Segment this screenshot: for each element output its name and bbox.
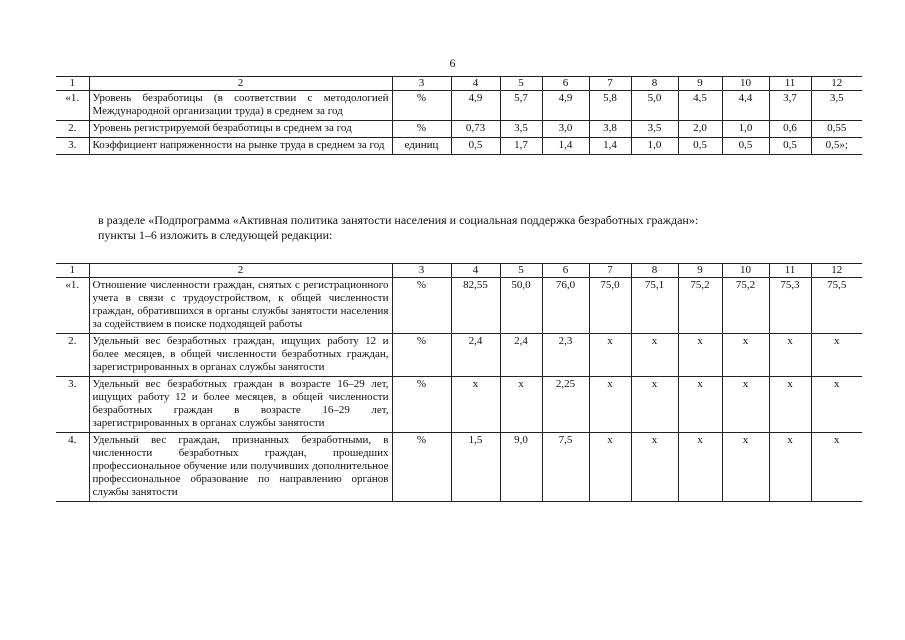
- header-cell: 5: [500, 264, 542, 278]
- header-row: [56, 77, 862, 91]
- value-cell: x: [631, 334, 678, 377]
- indicator-name: Коэффициент напряженности на рынке труда в среднем за год: [89, 138, 392, 155]
- row-number: «1.: [56, 91, 89, 121]
- row-number: 4.: [56, 433, 89, 502]
- table-1-body: [56, 77, 862, 155]
- value-cell: 5,0: [631, 91, 678, 121]
- value-cell: x: [678, 334, 722, 377]
- unit-cell: %: [392, 377, 451, 433]
- header-cell: 6: [542, 264, 589, 278]
- value-cell: 7,5: [542, 433, 589, 502]
- value-cell: 2,25: [542, 377, 589, 433]
- row-number: 3.: [56, 138, 89, 155]
- value-cell: 76,0: [542, 278, 589, 334]
- value-cell: x: [631, 377, 678, 433]
- table-row: [56, 138, 862, 155]
- value-cell: 3,5: [811, 91, 862, 121]
- unit-cell: %: [392, 91, 451, 121]
- header-cell: 2: [89, 264, 392, 278]
- value-cell: 3,8: [589, 121, 631, 138]
- header-cell: 9: [678, 77, 722, 91]
- table-row: [56, 377, 862, 433]
- header-cell: 7: [589, 264, 631, 278]
- header-cell: 6: [542, 77, 589, 91]
- value-cell: x: [811, 334, 862, 377]
- header-cell: 5: [500, 77, 542, 91]
- value-cell: 5,7: [500, 91, 542, 121]
- value-cell: 50,0: [500, 278, 542, 334]
- value-cell: 4,9: [542, 91, 589, 121]
- header-cell: 11: [769, 77, 811, 91]
- value-cell: x: [589, 334, 631, 377]
- value-cell: x: [722, 377, 769, 433]
- section-paragraph: [98, 213, 698, 243]
- value-cell: x: [722, 433, 769, 502]
- value-cell: x: [722, 334, 769, 377]
- value-cell: x: [811, 433, 862, 502]
- indicator-name: Удельный вес граждан, признанных безработными, в численности безработных граждан, прошедших профессиональное обучение или получивших дополнительное профессиональное образование по направлению органов службы занятости: [89, 433, 392, 502]
- unit-cell: %: [392, 433, 451, 502]
- page-number: 6: [449, 56, 456, 70]
- row-number: «1.: [56, 278, 89, 334]
- table-2-body: [56, 264, 862, 502]
- value-cell: x: [631, 433, 678, 502]
- header-cell: 1: [56, 77, 89, 91]
- header-cell: 3: [392, 264, 451, 278]
- value-cell: 0,5»;: [811, 138, 862, 155]
- header-cell: 10: [722, 77, 769, 91]
- unit-cell: %: [392, 278, 451, 334]
- table-row: [56, 121, 862, 138]
- header-cell: 1: [56, 264, 89, 278]
- value-cell: 4,9: [451, 91, 500, 121]
- value-cell: x: [769, 433, 811, 502]
- value-cell: 75,5: [811, 278, 862, 334]
- value-cell: 0,73: [451, 121, 500, 138]
- indicator-name: Удельный вес безработных граждан в возрасте 16–29 лет, ищущих работу 12 и более месяцев, в общей численности безработных граждан в возрасте 16–29 лет, зарегистрированных в органах службы занятости: [89, 377, 392, 433]
- value-cell: 1,7: [500, 138, 542, 155]
- value-cell: 75,1: [631, 278, 678, 334]
- value-cell: 5,8: [589, 91, 631, 121]
- value-cell: 2,4: [500, 334, 542, 377]
- indicator-name: Уровень регистрируемой безработицы в среднем за год: [89, 121, 392, 138]
- value-cell: 1,4: [589, 138, 631, 155]
- table-row: [56, 433, 862, 502]
- table-row: [56, 91, 862, 121]
- value-cell: 1,5: [451, 433, 500, 502]
- header-cell: 8: [631, 264, 678, 278]
- indicators-table-1: [56, 76, 862, 155]
- header-cell: 3: [392, 77, 451, 91]
- header-row: [56, 264, 862, 278]
- indicators-table-2: [56, 263, 862, 502]
- value-cell: 0,5: [678, 138, 722, 155]
- value-cell: x: [769, 377, 811, 433]
- value-cell: x: [678, 377, 722, 433]
- header-cell: 7: [589, 77, 631, 91]
- header-cell: 12: [811, 77, 862, 91]
- unit-cell: единиц: [392, 138, 451, 155]
- value-cell: 1,0: [631, 138, 678, 155]
- value-cell: 4,5: [678, 91, 722, 121]
- value-cell: 2,0: [678, 121, 722, 138]
- value-cell: 75,2: [678, 278, 722, 334]
- value-cell: x: [500, 377, 542, 433]
- value-cell: 3,7: [769, 91, 811, 121]
- value-cell: 82,55: [451, 278, 500, 334]
- value-cell: 75,0: [589, 278, 631, 334]
- header-cell: 10: [722, 264, 769, 278]
- value-cell: 75,2: [722, 278, 769, 334]
- value-cell: 4,4: [722, 91, 769, 121]
- value-cell: x: [589, 377, 631, 433]
- value-cell: 0,55: [811, 121, 862, 138]
- header-cell: 2: [89, 77, 392, 91]
- value-cell: 0,5: [451, 138, 500, 155]
- paragraph-line-1: в разделе «Подпрограмма «Активная политика занятости населения и социальная поддержка безработных граждан»:: [98, 213, 699, 227]
- table-row: [56, 334, 862, 377]
- value-cell: x: [589, 433, 631, 502]
- header-cell: 4: [451, 264, 500, 278]
- unit-cell: %: [392, 121, 451, 138]
- value-cell: 0,6: [769, 121, 811, 138]
- header-cell: 11: [769, 264, 811, 278]
- value-cell: x: [451, 377, 500, 433]
- value-cell: 75,3: [769, 278, 811, 334]
- value-cell: x: [769, 334, 811, 377]
- value-cell: 1,4: [542, 138, 589, 155]
- indicator-name: Удельный вес безработных граждан, ищущих работу 12 и более месяцев, в общей численности безработных граждан, зарегистрированных в органах службы занятости: [89, 334, 392, 377]
- value-cell: x: [811, 377, 862, 433]
- row-number: 2.: [56, 121, 89, 138]
- value-cell: 0,5: [769, 138, 811, 155]
- unit-cell: %: [392, 334, 451, 377]
- value-cell: 3,5: [500, 121, 542, 138]
- value-cell: 9,0: [500, 433, 542, 502]
- header-cell: 12: [811, 264, 862, 278]
- value-cell: 1,0: [722, 121, 769, 138]
- value-cell: x: [678, 433, 722, 502]
- indicator-name: Уровень безработицы (в соответствии с методологией Международной организации труда) в среднем за год: [89, 91, 392, 121]
- value-cell: 0,5: [722, 138, 769, 155]
- value-cell: 2,4: [451, 334, 500, 377]
- row-number: 3.: [56, 377, 89, 433]
- header-cell: 8: [631, 77, 678, 91]
- row-number: 2.: [56, 334, 89, 377]
- indicator-name: Отношение численности граждан, снятых с регистрационного учета в связи с трудоустройством, к общей численности граждан, обратившихся в органы службы занятости населения за содействием в поиске подходящей работы: [89, 278, 392, 334]
- header-cell: 4: [451, 77, 500, 91]
- paragraph-line-2: пункты 1–6 изложить в следующей редакции:: [98, 228, 333, 242]
- value-cell: 2,3: [542, 334, 589, 377]
- header-cell: 9: [678, 264, 722, 278]
- value-cell: 3,0: [542, 121, 589, 138]
- value-cell: 3,5: [631, 121, 678, 138]
- table-row: [56, 278, 862, 334]
